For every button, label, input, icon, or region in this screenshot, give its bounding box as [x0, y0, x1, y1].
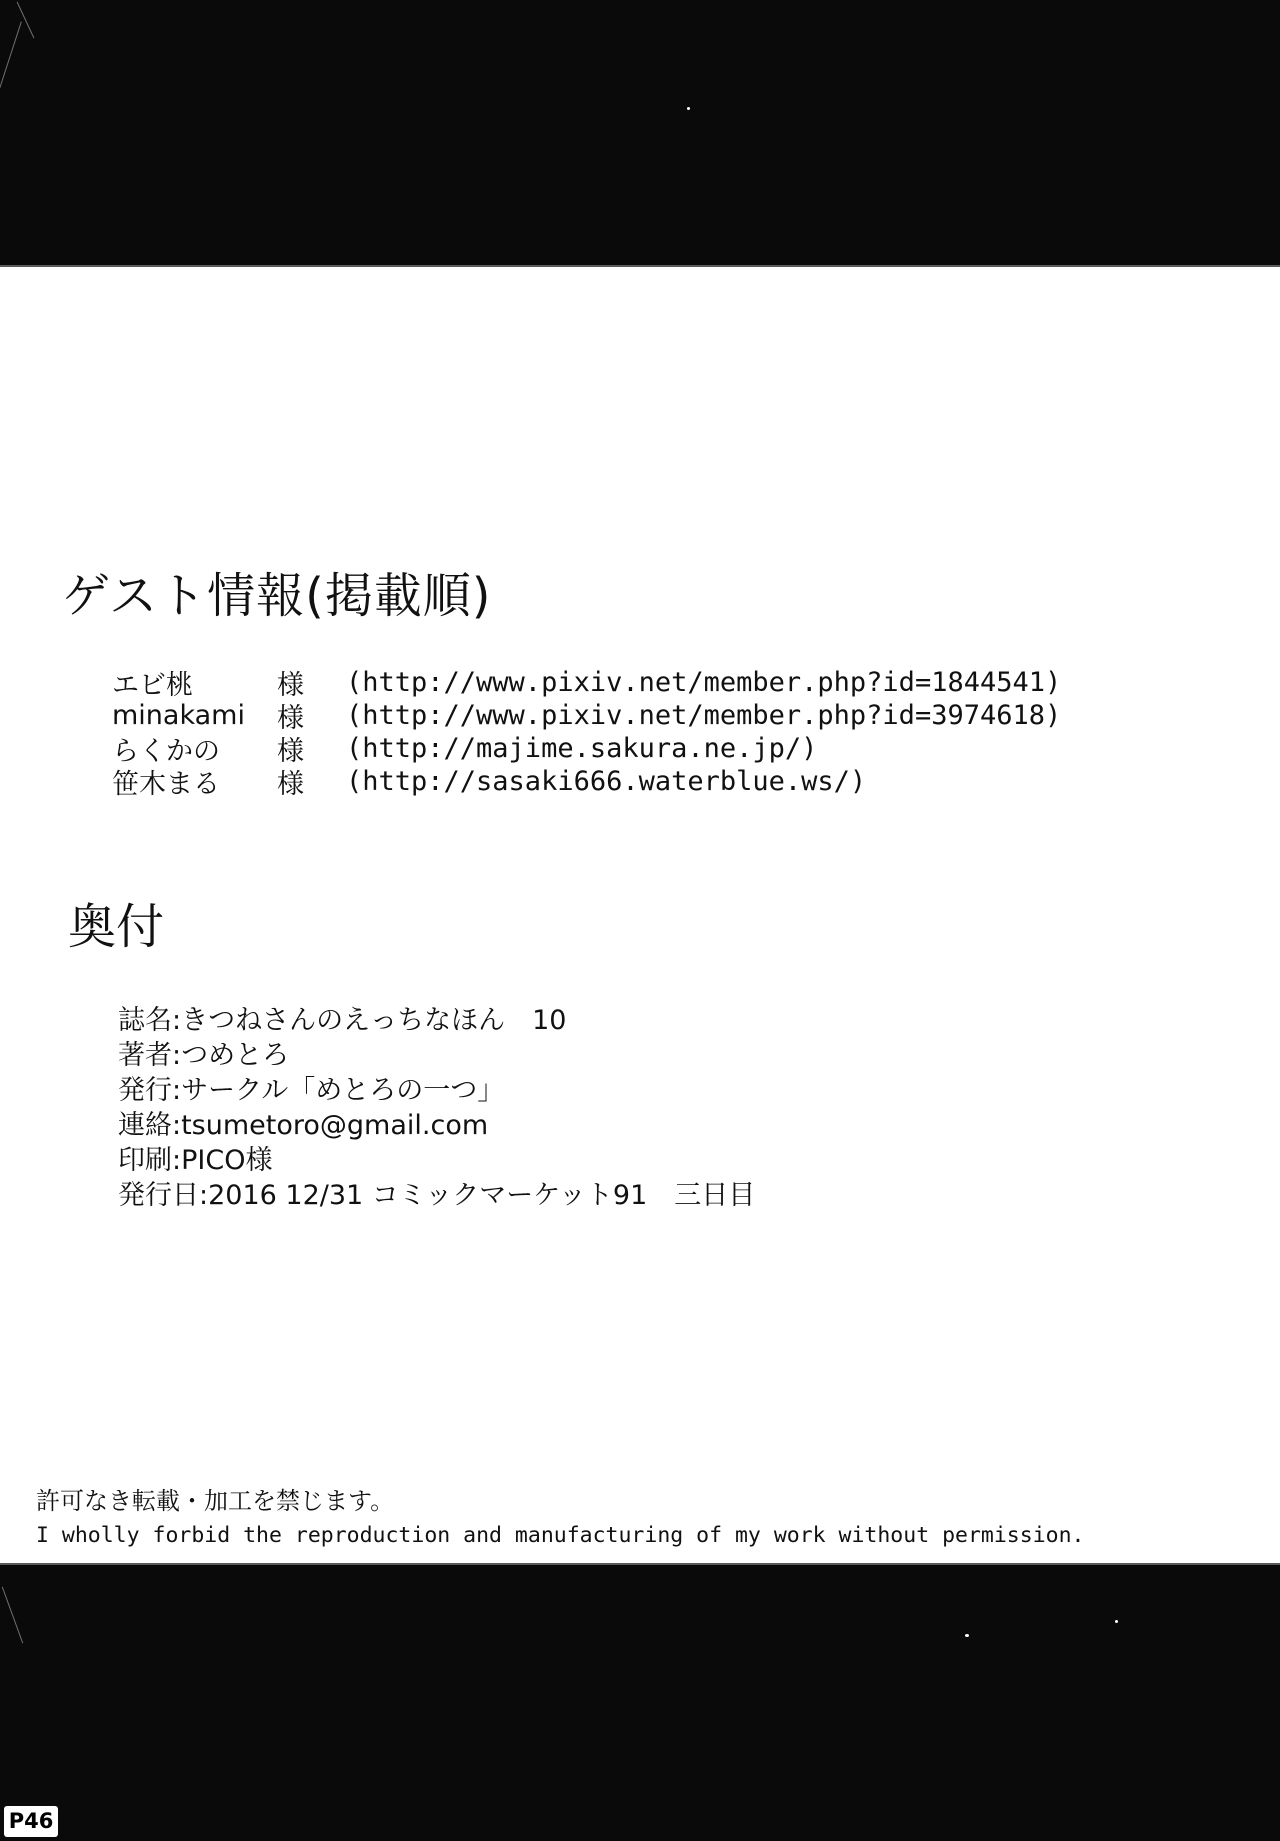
guest-entry [112, 732, 1061, 765]
colophon-list [118, 1003, 755, 1213]
scan-scratch [2, 1587, 23, 1644]
guest-info-heading: ゲスト情報(掲載順) [62, 568, 492, 624]
guest-entry [112, 765, 1061, 798]
colophon-title-line: 誌名:きつねさんのえっちなほん 10 [118, 1005, 567, 1036]
guest-entry [112, 699, 1061, 732]
scan-scratch [17, 2, 35, 39]
guest-honorific: 様 [277, 703, 304, 734]
guest-url: (http://majime.sakura.ne.jp/) [346, 733, 818, 764]
colophon-author-line: 著者:つめとろ [118, 1040, 290, 1071]
guest-honorific: 様 [277, 769, 304, 800]
scan-scratch [0, 22, 22, 89]
guest-name: 笹木まる [112, 769, 220, 800]
guest-url: (http://www.pixiv.net/member.php?id=3974618) [346, 700, 1062, 731]
notice-english: I wholly forbid the reproduction and manufacturing of my work without permission. [36, 1523, 1085, 1548]
colophon-printer-line: 印刷:PICO様 [118, 1145, 273, 1176]
notice-japanese: 許可なき転載・加工を禁じます。 [36, 1487, 395, 1515]
colophon-publisher-line: 発行:サークル「めとろの一つ」 [118, 1075, 505, 1106]
guest-honorific: 様 [277, 736, 304, 767]
copyright-notice [36, 1483, 1084, 1553]
colophon-date-line: 発行日:2016 12/31 コミックマーケット91 三日目 [118, 1180, 756, 1211]
top-band-edge [0, 265, 1280, 267]
guest-list [112, 666, 1061, 798]
guest-name: らくかの [112, 736, 220, 767]
guest-honorific: 様 [277, 670, 304, 701]
bottom-black-band [0, 1565, 1280, 1841]
guest-url: (http://www.pixiv.net/member.php?id=1844541) [346, 667, 1062, 698]
colophon-contact-line: 連絡:tsumetoro@gmail.com [118, 1110, 489, 1141]
top-black-band [0, 0, 1280, 265]
guest-name: エビ桃 [112, 670, 193, 701]
scan-speck [965, 1634, 969, 1637]
guest-entry [112, 666, 1061, 699]
guest-name: minakami [112, 700, 245, 731]
page-number-label: P46 [4, 1806, 58, 1837]
colophon-heading: 奥付 [68, 899, 165, 955]
scan-speck [1115, 1620, 1118, 1623]
scan-speck [687, 107, 690, 110]
guest-url: (http://sasaki666.waterblue.ws/) [346, 766, 867, 797]
